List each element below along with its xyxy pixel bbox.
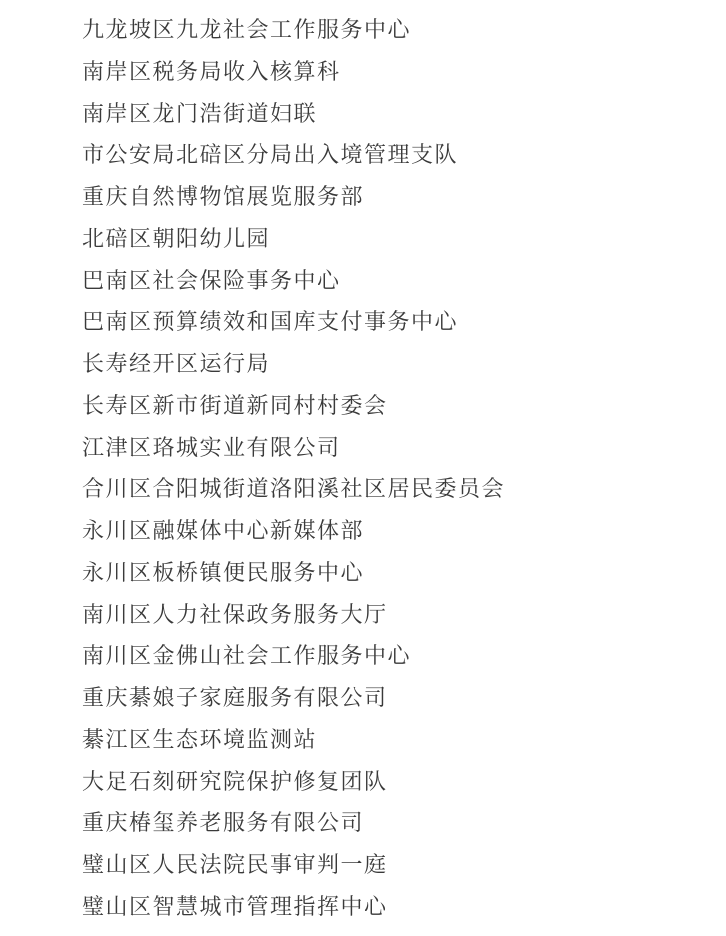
org-name-line: 南川区人力社保政务服务大厅 xyxy=(82,601,388,627)
org-name-line: 璧山区人民法院民事审判一庭 xyxy=(82,852,388,877)
org-name-line: 长寿经开区运行局 xyxy=(82,351,271,376)
org-name-line: 长寿区新市街道新同村村委会 xyxy=(82,392,388,418)
org-name-line: 南川区金佛山社会工作服务中心 xyxy=(82,643,412,669)
org-name-line: 重庆綦娘子家庭服务有限公司 xyxy=(82,685,388,710)
org-name-line: 重庆自然博物馆展览服务部 xyxy=(82,184,365,209)
org-name-line: 九龙坡区九龙社会工作服务中心 xyxy=(82,17,412,42)
org-name-line: 市公安局北碚区分局出入境管理支队 xyxy=(82,142,459,168)
org-name-line: 南岸区税务局收入核算科 xyxy=(82,58,341,84)
organization-list xyxy=(82,9,706,928)
org-name-line: 永川区板桥镇便民服务中心 xyxy=(82,559,365,585)
org-name-line: 北碚区朝阳幼儿园 xyxy=(82,225,271,251)
org-name-line: 巴南区社会保险事务中心 xyxy=(82,267,341,293)
org-name-line: 重庆椿玺养老服务有限公司 xyxy=(82,810,365,836)
org-name-line: 永川区融媒体中心新媒体部 xyxy=(82,518,365,543)
org-name-line: 南岸区龙门浩街道妇联 xyxy=(82,100,318,126)
org-name-line: 綦江区生态环境监测站 xyxy=(82,726,318,752)
org-name-line: 巴南区预算绩效和国库支付事务中心 xyxy=(82,309,459,335)
org-name-line: 大足石刻研究院保护修复团队 xyxy=(82,768,388,794)
org-name-line: 璧山区智慧城市管理指挥中心 xyxy=(82,893,388,919)
org-name-line: 合川区合阳城街道洛阳溪社区居民委员会 xyxy=(82,476,506,502)
org-name-line: 江津区珞城实业有限公司 xyxy=(82,434,341,460)
